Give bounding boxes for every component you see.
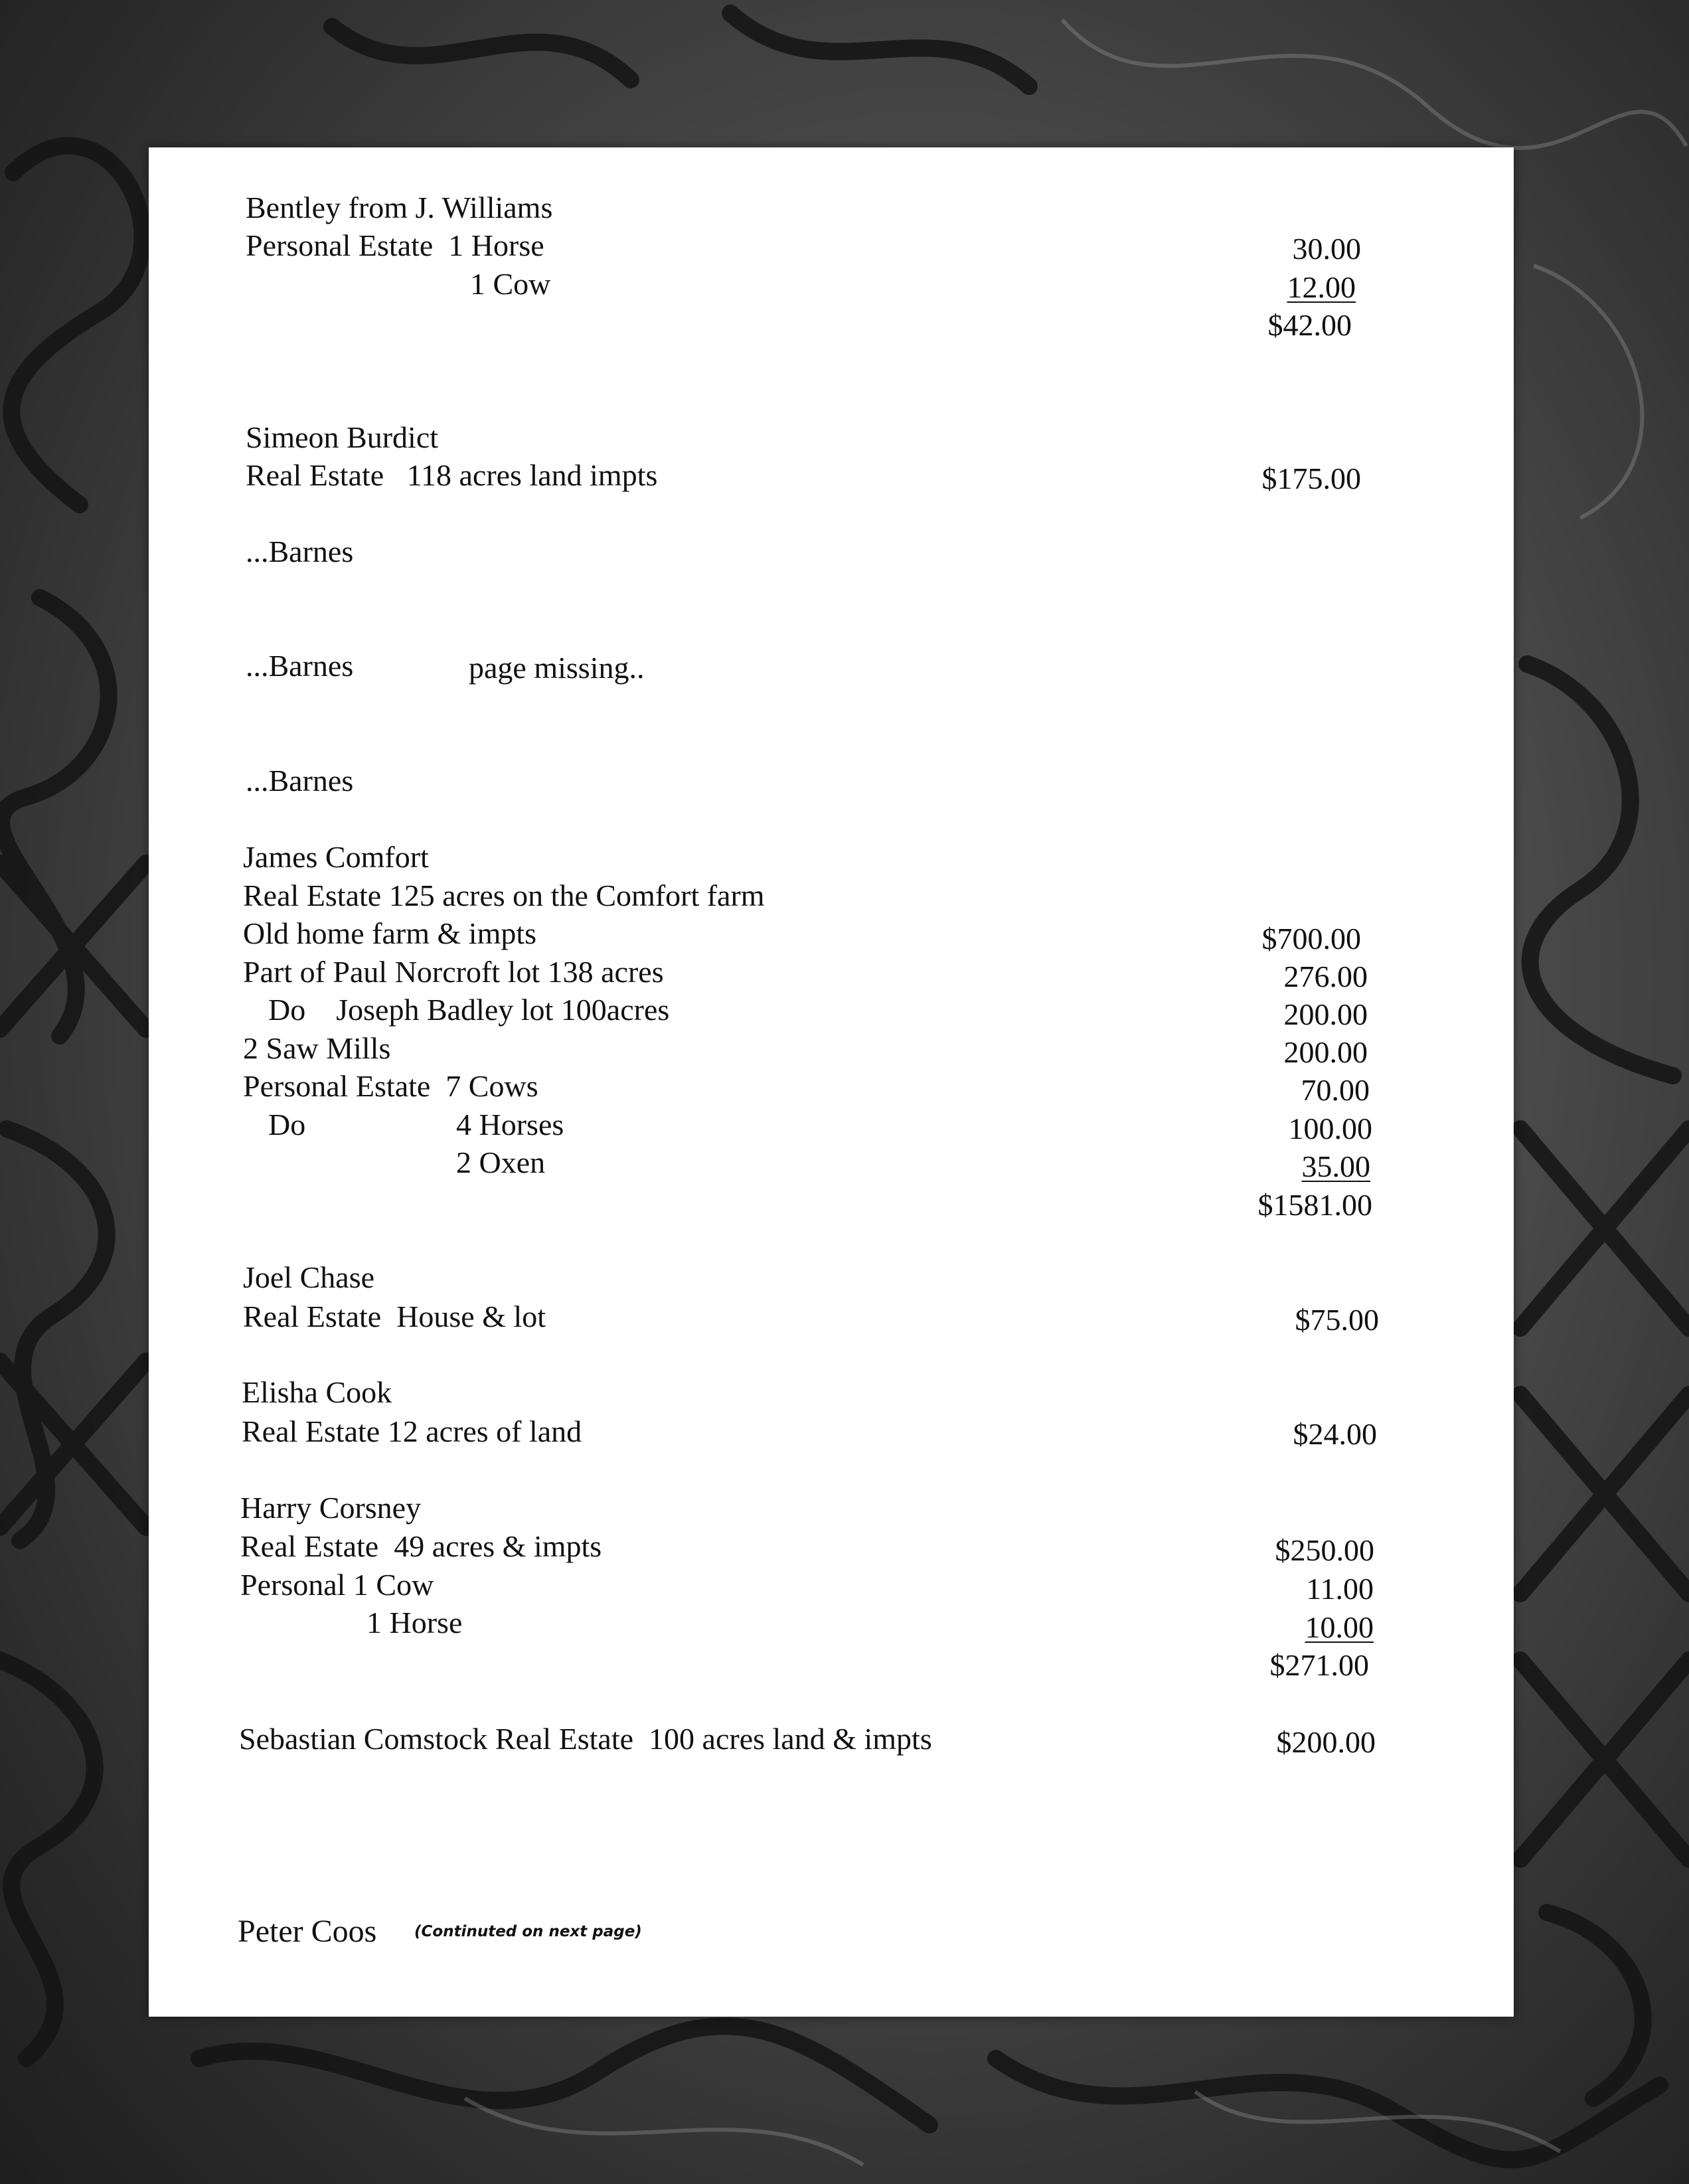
entry-comfort-amount: 200.00 bbox=[1283, 1035, 1368, 1069]
entry-cook-name: Elisha Cook bbox=[242, 1375, 392, 1409]
entry-bentley-amount: 12.00 bbox=[1287, 270, 1356, 304]
entry-comfort-amount: 200.00 bbox=[1283, 997, 1368, 1031]
entry-comfort-line: 2 Oxen bbox=[456, 1145, 546, 1179]
entry-burdict-name: Simeon Burdict bbox=[246, 420, 439, 454]
entry-comfort-line: 4 Horses bbox=[456, 1108, 564, 1141]
entry-comfort-line: Old home farm & impts bbox=[243, 916, 537, 950]
entry-burdict-amount: $175.00 bbox=[1261, 462, 1361, 495]
entry-comstock-amount: $200.00 bbox=[1276, 1725, 1376, 1759]
entry-barnes: ...Barnes bbox=[246, 649, 354, 683]
entry-bentley-amount: 30.00 bbox=[1292, 232, 1361, 266]
entry-corsney-line: Personal 1 Cow bbox=[240, 1568, 434, 1602]
entry-burdict-line: Real Estate 118 acres land impts bbox=[246, 458, 658, 492]
entry-comfort-line: Part of Paul Norcroft lot 138 acres bbox=[243, 955, 664, 989]
entry-comstock-line: Sebastian Comstock Real Estate 100 acres land & impts bbox=[239, 1722, 932, 1756]
entry-barnes: ...Barnes bbox=[246, 535, 354, 568]
entry-comfort-amount: 100.00 bbox=[1288, 1112, 1372, 1145]
entry-corsney-line: 1 Horse bbox=[366, 1606, 463, 1639]
entry-comfort-amount: 35.00 bbox=[1301, 1149, 1370, 1183]
entry-coos-name: Peter Coos bbox=[238, 1914, 377, 1949]
entry-comfort-line: 2 Saw Mills bbox=[243, 1031, 391, 1065]
entry-corsney-amount: 10.00 bbox=[1305, 1610, 1374, 1644]
entry-comfort-line: Do bbox=[268, 1108, 306, 1141]
entry-comfort-name: James Comfort bbox=[243, 840, 429, 874]
page-missing-note: page missing.. bbox=[469, 651, 645, 685]
entry-bentley-title: Bentley from J. Williams bbox=[246, 191, 553, 224]
entry-chase-amount: $75.00 bbox=[1295, 1303, 1379, 1337]
entry-corsney-total: $271.00 bbox=[1269, 1648, 1369, 1682]
entry-cook-line: Real Estate 12 acres of land bbox=[242, 1414, 582, 1448]
entry-corsney-amount: $250.00 bbox=[1275, 1533, 1374, 1567]
continued-note: (Continuted on next page) bbox=[414, 1923, 642, 1940]
entry-comfort-amount: $700.00 bbox=[1261, 922, 1361, 956]
entry-bentley-line: Personal Estate 1 Horse bbox=[246, 228, 544, 262]
entry-chase-name: Joel Chase bbox=[243, 1260, 375, 1294]
entry-barnes: ...Barnes bbox=[246, 764, 354, 798]
entry-corsney-line: Real Estate 49 acres & impts bbox=[240, 1529, 602, 1563]
entry-corsney-name: Harry Corsney bbox=[240, 1491, 422, 1525]
entry-comfort-total: $1581.00 bbox=[1257, 1188, 1372, 1222]
entry-corsney-amount: 11.00 bbox=[1306, 1572, 1374, 1606]
entry-comfort-line: Do Joseph Badley lot 100acres bbox=[268, 993, 670, 1027]
entry-comfort-amount: 70.00 bbox=[1301, 1073, 1370, 1107]
entry-comfort-amount: 276.00 bbox=[1283, 960, 1368, 993]
entry-comfort-line: Personal Estate 7 Cows bbox=[243, 1069, 538, 1103]
entry-comfort-line: Real Estate 125 acres on the Comfort farm bbox=[243, 879, 765, 912]
entry-chase-line: Real Estate House & lot bbox=[243, 1300, 546, 1333]
entry-bentley-line: 1 Cow bbox=[470, 267, 551, 301]
entry-bentley-total: $42.00 bbox=[1267, 308, 1352, 342]
entry-cook-amount: $24.00 bbox=[1293, 1417, 1377, 1451]
